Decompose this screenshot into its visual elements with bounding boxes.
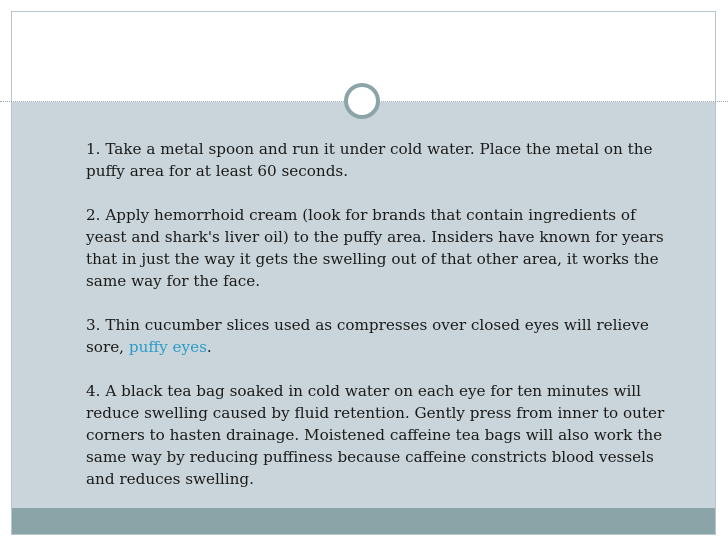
slide-body [86, 138, 666, 512]
tip-3 [86, 314, 666, 358]
tip-3-text: 3. Thin cucumber slices used as compresses over closed eyes will relieve sore, [86, 316, 649, 356]
tip-1: 1. Take a metal spoon and run it under cold water. Place the metal on the puffy area for at least 60 seconds. [86, 140, 653, 180]
circle-ornament-icon [344, 83, 380, 119]
tip-2: 2. Apply hemorrhoid cream (look for brands that contain ingredients of yeast and shark's liver oil) to the puffy area. Insiders have known for years that in just the way it gets the swelling out of that other area, it works the same way for the face. [86, 206, 664, 290]
tip-4: 4. A black tea bag soaked in cold water on each eye for ten minutes will reduce swelling caused by fluid retention. Gently press from inner to outer corners to hasten drainage. Moistened caffeine tea bags will also work the same way by reducing puffiness because caffeine constricts blood vessels and reduces swelling. [86, 382, 665, 488]
tip-3-end: . [206, 338, 212, 356]
puffy-eyes-link[interactable]: puffy eyes [128, 338, 207, 356]
